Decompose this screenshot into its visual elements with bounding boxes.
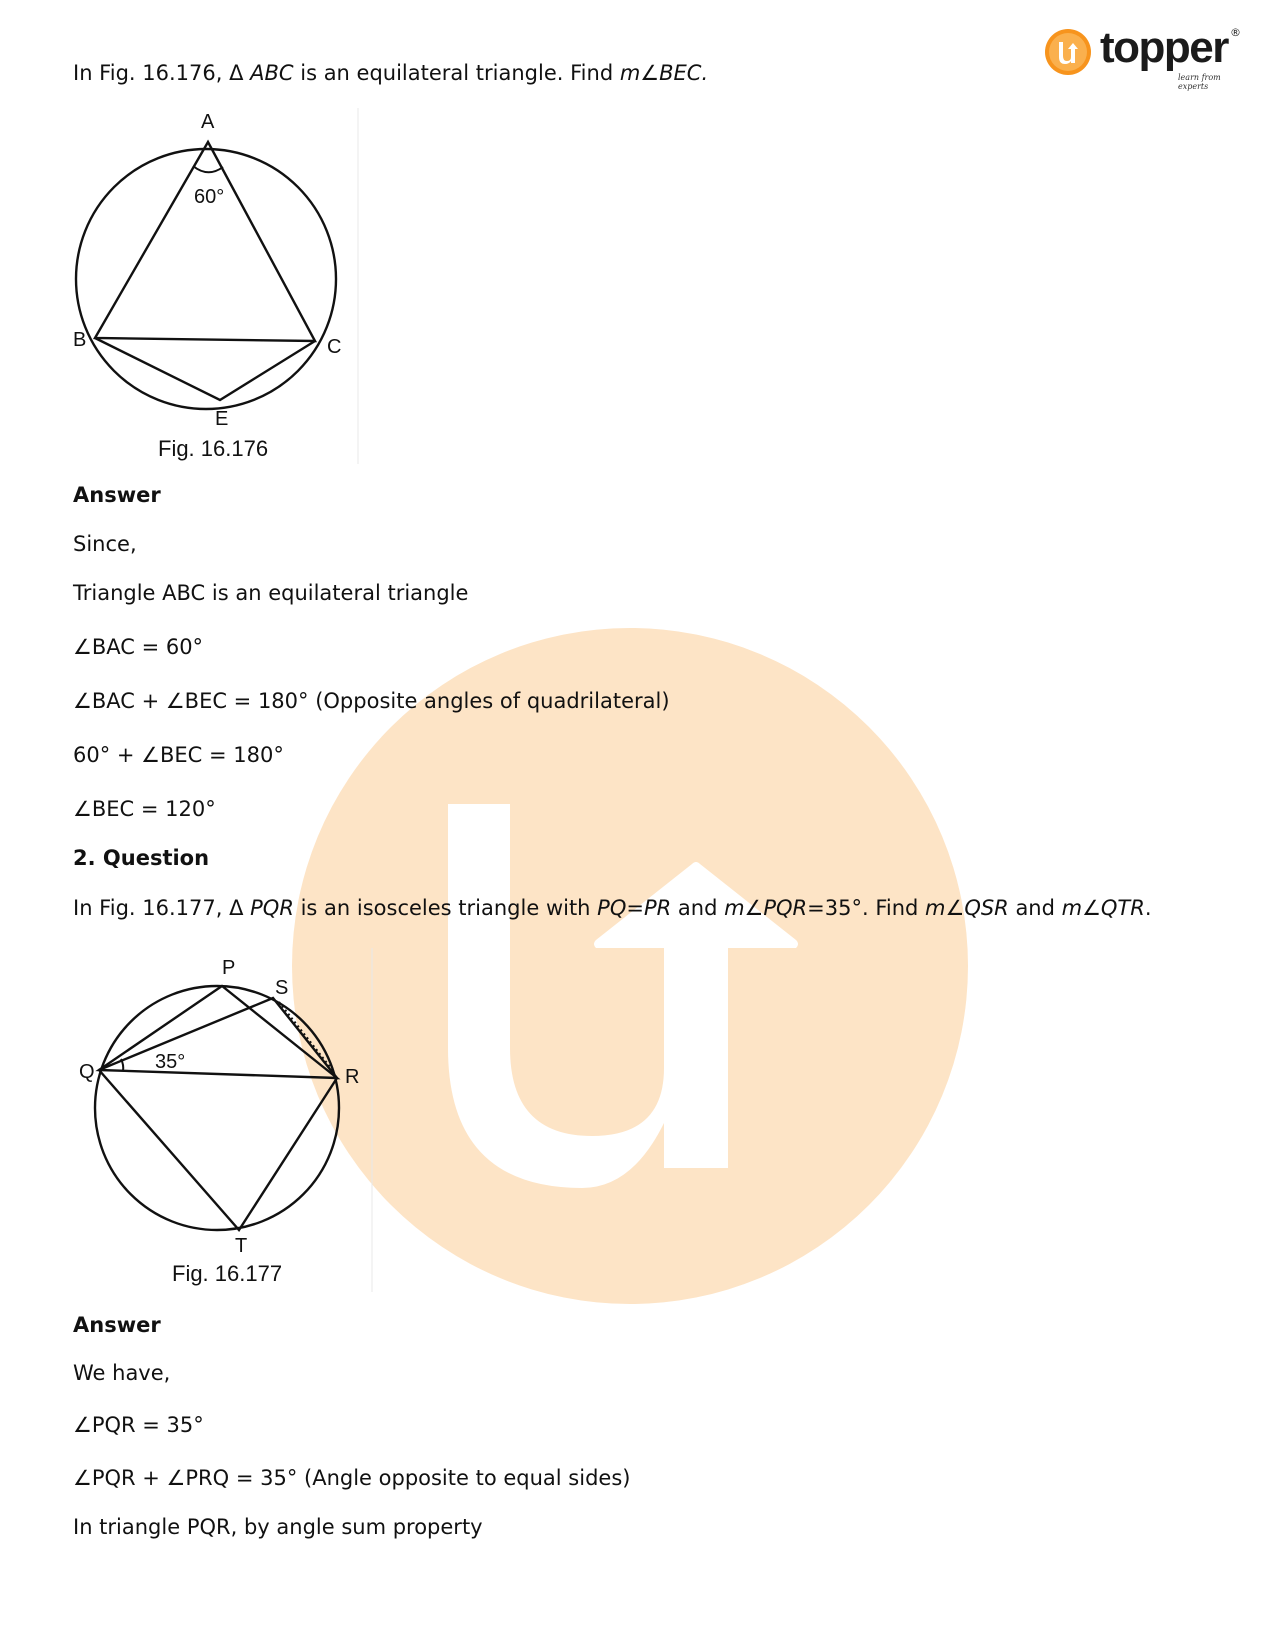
watermark-logo [292,628,968,1304]
answer-1-line-5: 60° + ∠BEC = 180° [73,743,284,767]
figure-caption: Fig. 16.177 [172,1261,283,1286]
answer-1-line-2: Triangle ABC is an equilateral triangle [73,581,469,605]
answer-1-line-3: ∠BAC = 60° [73,635,204,659]
answer-2-line-1: We have, [73,1361,171,1385]
answer-2-heading: Answer [73,1313,161,1337]
angle-label-60: 60° [194,186,225,208]
logo-tagline: learn from experts [1178,73,1221,91]
label-e: E [215,408,229,430]
question-2-heading: 2. Question [73,846,210,870]
figure-16-176 [66,108,366,464]
triangle-bec [95,338,315,400]
question-1-text: In Fig. 16.176, Δ ABC is an equilateral triangle. Find m∠BEC. [73,61,709,85]
topper-logo[interactable] [1044,23,1244,91]
question-2-text: In Fig. 16.177, Δ PQR is an isosceles triangle with PQ=PR and m∠PQR=35°. Find m∠QSR and m∠QTR. [73,896,1152,920]
answer-1-line-1: Since, [73,532,137,556]
topper-logo-icon [1044,28,1092,76]
answer-2-line-3: ∠PQR + ∠PRQ = 35° (Angle opposite to equal sides) [73,1466,631,1490]
label-r: R [345,1066,360,1088]
label-t: T [235,1235,248,1257]
figure-16-177 [72,948,382,1292]
label-b: B [73,329,87,351]
registered-mark: ® [1230,26,1241,39]
label-a: A [201,111,215,133]
lines-qt-tr [99,1070,337,1230]
label-s: S [275,977,289,999]
angle-arc-a [193,166,223,172]
label-p: P [222,957,236,979]
answer-1-line-4: ∠BAC + ∠BEC = 180° (Opposite angles of quadrilateral) [73,689,670,713]
answer-2-line-2: ∠PQR = 35° [73,1413,204,1437]
label-c: C [327,336,342,358]
answer-1-line-6: ∠BEC = 120° [73,797,216,821]
answer-1-heading: Answer [73,483,161,507]
lines-qs-sr [99,998,337,1078]
answer-2-line-4: In triangle PQR, by angle sum property [73,1515,483,1539]
label-q: Q [79,1061,95,1083]
angle-label-35: 35° [155,1051,186,1073]
figure-caption: Fig. 16.176 [158,436,269,461]
logo-wordmark: topper [1100,23,1228,72]
